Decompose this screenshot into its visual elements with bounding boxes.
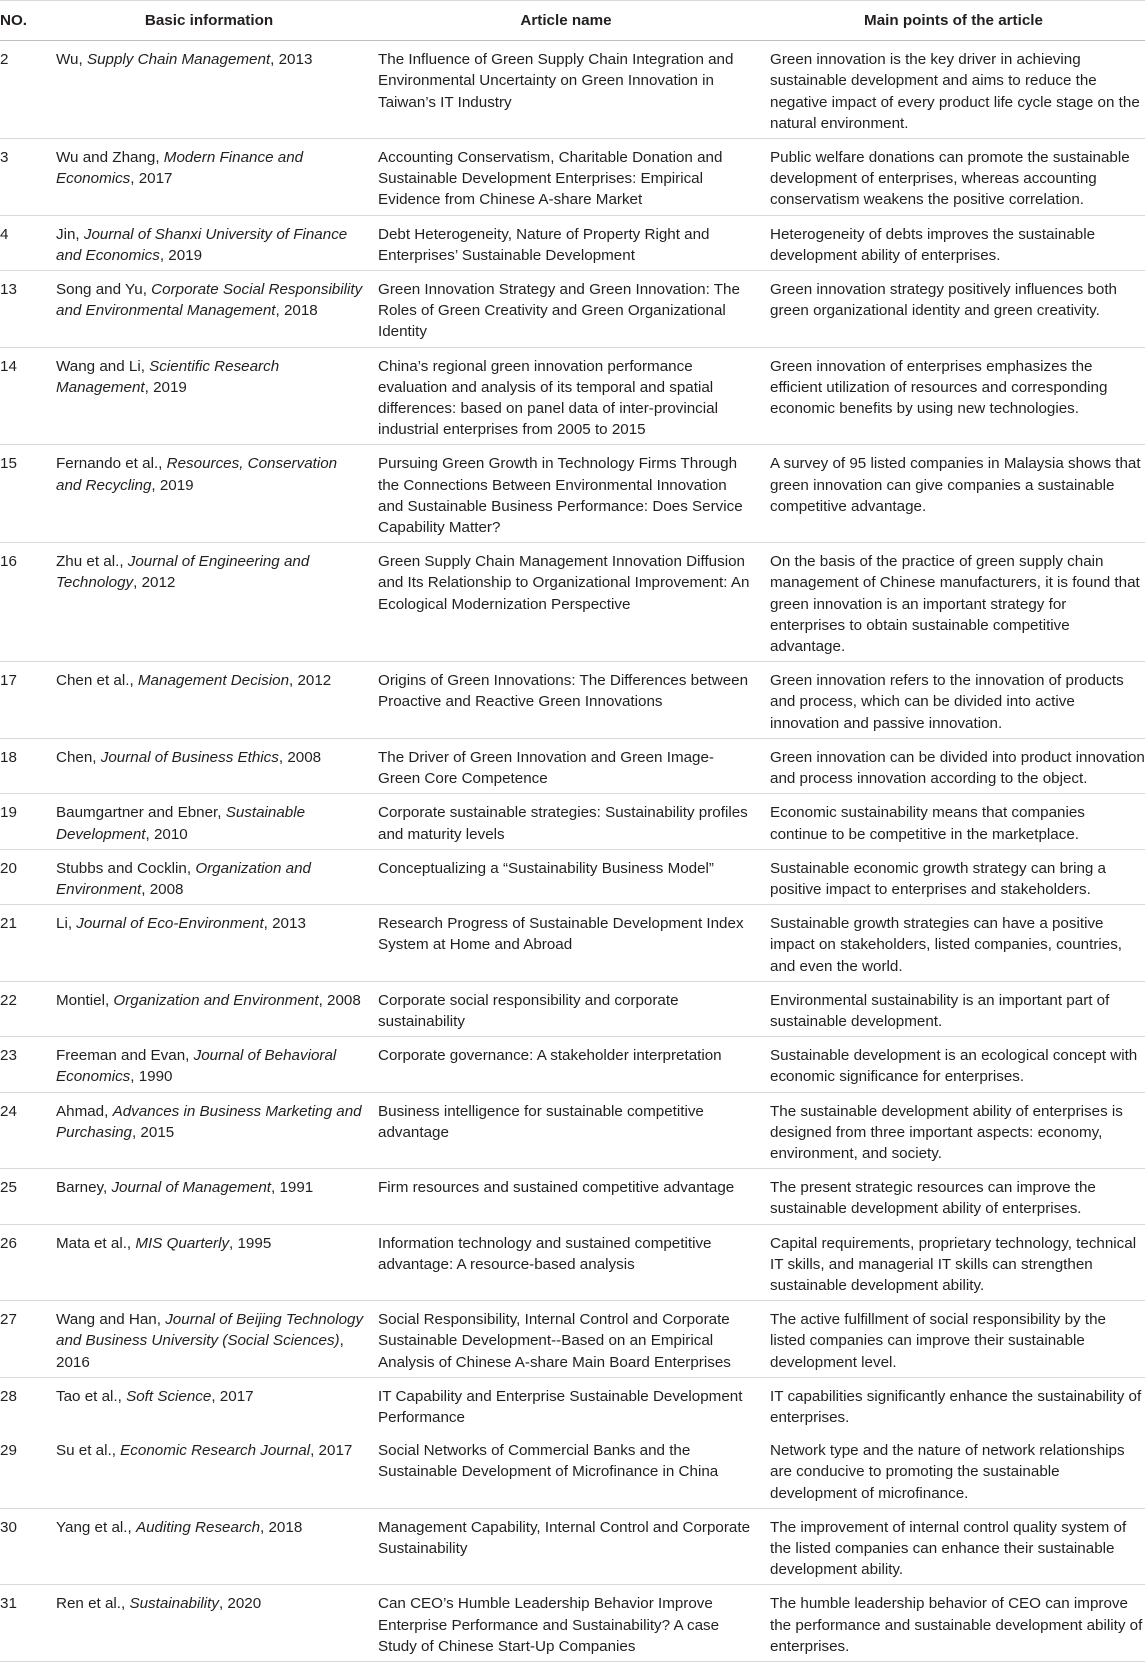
journal-name: Sustainable Development [56, 804, 306, 843]
journal-name: Journal of Engineering and Technology [56, 553, 310, 592]
journal-name: Journal of Eco-Environment [76, 915, 264, 933]
cell-no: 28 [0, 1387, 17, 1405]
cell-no: 29 [0, 1432, 48, 1508]
table-row [0, 1585, 1145, 1662]
journal-name: Journal of Beijing Technology and Business University (Social Sciences) [56, 1311, 364, 1350]
author-text: Song and Yu, [56, 281, 152, 299]
table-row [0, 41, 1145, 139]
author-text: Chen et al., [56, 672, 138, 690]
cell-article-name: Research Progress of Sustainable Development Index System at Home and Abroad [370, 905, 762, 982]
cell-main-points: Green innovation strategy positively influences both green organizational identity and green creativity. [762, 271, 1145, 348]
cell-basic-information [48, 1585, 370, 1662]
journal-name: Journal of Business Ethics [100, 748, 279, 766]
cell-article-name: Social Responsibility, Internal Control and Corporate Sustainable Development--Based on an Empirical Analysis of Chinese A-share Main Board Enterprises [370, 1301, 762, 1378]
author-text: Montiel, [56, 991, 114, 1009]
cell-main-points: Green innovation of enterprises emphasizes the efficient utilization of resources and corresponding economic benefits by using new technologies. [762, 347, 1145, 445]
author-text: Ren et al., [56, 1595, 130, 1613]
cell-main-points: Network type and the nature of network relationships are conducive to promoting the sustainable development of microfinance. [762, 1432, 1145, 1508]
cell-article-name: Debt Heterogeneity, Nature of Property Right and Enterprises’ Sustainable Development [370, 215, 762, 270]
cell-basic-information [48, 1508, 370, 1585]
table-row [0, 905, 1145, 982]
table-header [0, 1, 1145, 41]
cell-basic-information [48, 1092, 370, 1169]
cell-basic-information [48, 1037, 370, 1092]
table-row [0, 543, 1145, 662]
year-text: , 2019 [144, 378, 187, 396]
cell-basic-information [48, 41, 370, 139]
year-text: , 2012 [289, 672, 332, 690]
journal-name: Organization and Environment [113, 991, 319, 1009]
cell-article-name: Green Innovation Strategy and Green Innovation: The Roles of Green Creativity and Green Organizational Identity [370, 271, 762, 348]
author-text: Freeman and Evan, [56, 1047, 194, 1065]
journal-name: Auditing Research [135, 1518, 261, 1536]
journal-name: Organization and Environment [56, 859, 311, 898]
year-text: , 2008 [318, 991, 361, 1009]
cell-basic-information [48, 543, 370, 662]
cell-article-name: The Influence of Green Supply Chain Integration and Environmental Uncertainty on Green Innovation in Taiwan’s IT Industry [370, 41, 762, 139]
cell-main-points: Environmental sustainability is an important part of sustainable development. [762, 981, 1145, 1036]
journal-name: MIS Quarterly [135, 1234, 230, 1252]
cell-basic-information [48, 905, 370, 982]
journal-name: Journal of Behavioral Economics [56, 1047, 337, 1086]
author-text: Barney, [56, 1179, 112, 1197]
cell-basic-information [48, 849, 370, 904]
author-text: Wang and Han, [56, 1311, 166, 1329]
cell-article-name: IT Capability and Enterprise Sustainable Development Performance [378, 1387, 743, 1426]
year-text: , 2019 [159, 246, 203, 264]
cell-no: 3 [0, 139, 48, 216]
journal-name: Sustainability [129, 1595, 219, 1613]
year-text: , 2017 [211, 1387, 254, 1405]
cell-article-name: Corporate sustainable strategies: Sustainability profiles and maturity levels [370, 794, 762, 849]
table-row [0, 849, 1145, 904]
cell-no: 15 [0, 445, 48, 543]
table-row [0, 347, 1145, 445]
cell-main-points: IT capabilities significantly enhance the sustainability of enterprises. [770, 1387, 1142, 1426]
year-text: , 1991 [271, 1179, 314, 1197]
cell-no: 22 [0, 981, 48, 1036]
cell-no: 31 [0, 1585, 48, 1662]
table-row [0, 215, 1145, 270]
table-row [0, 139, 1145, 216]
cell-basic-information [48, 794, 370, 849]
journal-name: Corporate Social Responsibility and Environmental Management [56, 281, 363, 320]
author-text: Li, [56, 915, 77, 933]
cell-article-name: Information technology and sustained competitive advantage: A resource-based analysis [370, 1224, 762, 1301]
author-text: Baumgartner and Ebner, [56, 804, 226, 822]
cell-article-name: Conceptualizing a “Sustainability Business Model” [370, 849, 762, 904]
table-row [0, 738, 1145, 793]
year-text: , 2018 [260, 1518, 303, 1536]
journal-name: Journal of Management [111, 1179, 272, 1197]
journal-name: Supply Chain Management [86, 51, 271, 69]
cell-main-points: Green innovation is the key driver in achieving sustainable development and aims to reduce the negative impact of every product life cycle stage on the natural environment. [762, 41, 1145, 139]
author-text: Stubbs and Cocklin, [56, 859, 196, 877]
journal-name: Economic Research Journal [120, 1442, 311, 1460]
year-text: , 2018 [275, 302, 318, 320]
cell-main-points: Public welfare donations can promote the sustainable development of enterprises, whereas accounting conservatism weakens the positive correlation. [762, 139, 1145, 216]
author-text: Wu, [56, 51, 87, 69]
author-text: Fernando et al., [56, 455, 167, 473]
cell-no: 27 [0, 1301, 48, 1378]
cell-no: 16 [0, 543, 48, 662]
year-text: , 2013 [270, 51, 313, 69]
cell-basic-information [48, 347, 370, 445]
cell-article-name: Corporate social responsibility and corporate sustainability [370, 981, 762, 1036]
year-text: , 2019 [151, 476, 194, 494]
header-main-points: Main points of the article [762, 1, 1145, 41]
table-row [0, 1224, 1145, 1301]
cell-main-points: Heterogeneity of debts improves the sustainable development ability of enterprises. [762, 215, 1145, 270]
cell-article-name: Firm resources and sustained competitive advantage [370, 1169, 762, 1224]
table-row [0, 1169, 1145, 1224]
cell-no: 21 [0, 905, 48, 982]
table-row [0, 981, 1145, 1036]
year-text: , 2008 [278, 748, 322, 766]
cell-no: 26 [0, 1224, 48, 1301]
year-text: , 2013 [263, 915, 306, 933]
cell-main-points: Capital requirements, proprietary technology, technical IT skills, and managerial IT skills can strengthen sustainable development ability. [762, 1224, 1145, 1301]
table-row [0, 271, 1145, 348]
table-row [0, 1037, 1145, 1092]
author-text: Wang and Li, [56, 357, 150, 375]
journal-name: Journal of Shanxi University of Finance and Economics [56, 225, 348, 264]
cell-basic-information [48, 1169, 370, 1224]
cell-main-points: The humble leadership behavior of CEO can improve the performance and sustainable development ability of enterprises. [762, 1585, 1145, 1662]
cell-main-points: Green innovation refers to the innovation of products and process, which can be divided into active innovation and passive innovation. [762, 662, 1145, 739]
author-text: Mata et al., [56, 1234, 136, 1252]
author-text: Tao et al., [56, 1387, 127, 1405]
cell-no: 17 [0, 662, 48, 739]
year-text: , 2017 [130, 170, 173, 188]
author-text: Ahmad, [56, 1102, 113, 1120]
cell-main-points: Sustainable economic growth strategy can bring a positive impact to enterprises and stakeholders. [762, 849, 1145, 904]
cell-main-points: The active fulfillment of social responsibility by the listed companies can improve their sustainable development level. [762, 1301, 1145, 1378]
cell-main-points: The sustainable development ability of enterprises is designed from three important aspects: economy, environment, and society. [762, 1092, 1145, 1169]
cell-main-points: Sustainable growth strategies can have a positive impact on stakeholders, listed companies, countries, and even the world. [762, 905, 1145, 982]
cell-article-name: Pursuing Green Growth in Technology Firms Through the Connections Between Environmental Innovation and Sustainable Business Performance: Does Service Capability Matter? [370, 445, 762, 543]
table-row [0, 445, 1145, 543]
cell-basic-information [48, 1432, 370, 1508]
cell-main-points: Green innovation can be divided into product innovation and process innovation according to the object. [762, 738, 1145, 793]
journal-name: Management Decision [137, 672, 290, 690]
cell-basic-information [48, 445, 370, 543]
cell-no: 24 [0, 1092, 48, 1169]
cell-main-points: The improvement of internal control quality system of the listed companies can enhance their sustainable development ability. [762, 1508, 1145, 1585]
cell-main-points: On the basis of the practice of green supply chain management of Chinese manufacturers, it is found that green innovation is an important strategy for enterprises to obtain sustainable competitive advantage. [762, 543, 1145, 662]
cell-basic-information [48, 1377, 370, 1432]
table-row [0, 1301, 1145, 1378]
year-text: , 2017 [310, 1442, 353, 1460]
cell-no: 19 [0, 794, 48, 849]
cell-no: 25 [0, 1169, 48, 1224]
cell-main-points: A survey of 95 listed companies in Malaysia shows that green innovation can give companies a sustainable competitive advantage. [762, 445, 1145, 543]
header-article-name: Article name [370, 1, 762, 41]
cell-basic-information [48, 738, 370, 793]
cell-basic-information [48, 662, 370, 739]
table-row [0, 794, 1145, 849]
cell-article-name: Can CEO’s Humble Leadership Behavior Improve Enterprise Performance and Sustainability? A case Study of Chinese Start-Up Companies [370, 1585, 762, 1662]
journal-name: Modern Finance and Economics [56, 149, 304, 188]
cell-no: 30 [0, 1508, 48, 1585]
journal-name: Resources, Conservation and Recycling [56, 455, 338, 494]
year-text: , 1995 [229, 1234, 272, 1252]
cell-article-name: Green Supply Chain Management Innovation Diffusion and Its Relationship to Organizational Improvement: An Ecological Modernization Perspective [370, 543, 762, 662]
cell-no: 13 [0, 271, 48, 348]
cell-article-name: Social Networks of Commercial Banks and the Sustainable Development of Microfinance in China [370, 1432, 762, 1508]
cell-no: 23 [0, 1037, 48, 1092]
author-text: Chen, [56, 748, 101, 766]
cell-basic-information [48, 215, 370, 270]
cell-article-name: The Driver of Green Innovation and Green Image-Green Core Competence [370, 738, 762, 793]
cell-no: 18 [0, 738, 48, 793]
cell-article-name: Origins of Green Innovations: The Differences between Proactive and Reactive Green Innovations [370, 662, 762, 739]
journal-name: Advances in Business Marketing and Purchasing [56, 1102, 362, 1141]
cell-basic-information [48, 271, 370, 348]
cell-article-name: Management Capability, Internal Control and Corporate Sustainability [370, 1508, 762, 1585]
author-text: Su et al., [56, 1442, 121, 1460]
journal-name: Soft Science [126, 1387, 212, 1405]
cell-article-name: Accounting Conservatism, Charitable Donation and Sustainable Development Enterprises: Empirical Evidence from Chinese A-share Market [370, 139, 762, 216]
cell-no: 2 [0, 41, 48, 139]
table-row [0, 1432, 1145, 1508]
table-row [0, 1508, 1145, 1585]
year-text: , 2020 [218, 1595, 262, 1613]
cell-no: 4 [0, 215, 48, 270]
year-text: , 2015 [131, 1123, 175, 1141]
cell-article-name: Corporate governance: A stakeholder interpretation [370, 1037, 762, 1092]
year-text: , 2012 [133, 574, 176, 592]
author-text: Jin, [56, 225, 84, 243]
cell-article-name: China’s regional green innovation performance evaluation and analysis of its temporal and spatial differences: based on panel data of inter-provincial industrial enterprises from 2005 to 2015 [370, 347, 762, 445]
table-row [0, 662, 1145, 739]
year-text: , 2008 [141, 880, 184, 898]
author-text: Wu and Zhang, [56, 149, 164, 167]
year-text: , 2010 [145, 825, 188, 843]
cell-main-points: Economic sustainability means that companies continue to be competitive in the marketplace. [762, 794, 1145, 849]
journal-name: Scientific Research Management [56, 357, 280, 396]
header-basic-information: Basic information [48, 1, 370, 41]
table-row [0, 1092, 1145, 1169]
cell-main-points: The present strategic resources can improve the sustainable development ability of enterprises. [762, 1169, 1145, 1224]
header-no: NO. [0, 1, 48, 41]
author-text: Zhu et al., [56, 553, 128, 571]
cell-basic-information [48, 981, 370, 1036]
cell-basic-information [48, 1224, 370, 1301]
cell-main-points: Sustainable development is an ecological concept with economic significance for enterprises. [762, 1037, 1145, 1092]
table-body [0, 41, 1145, 1662]
year-text: , 1990 [130, 1068, 173, 1086]
author-text: Yang et al., [56, 1518, 136, 1536]
table-row [0, 1377, 1145, 1432]
cell-basic-information [48, 139, 370, 216]
header-row [0, 1, 1145, 41]
cell-no: 14 [0, 347, 48, 445]
year-text: , 2016 [56, 1332, 344, 1371]
cell-basic-information [48, 1301, 370, 1378]
cell-no: 20 [0, 849, 48, 904]
cell-article-name: Business intelligence for sustainable competitive advantage [370, 1092, 762, 1169]
